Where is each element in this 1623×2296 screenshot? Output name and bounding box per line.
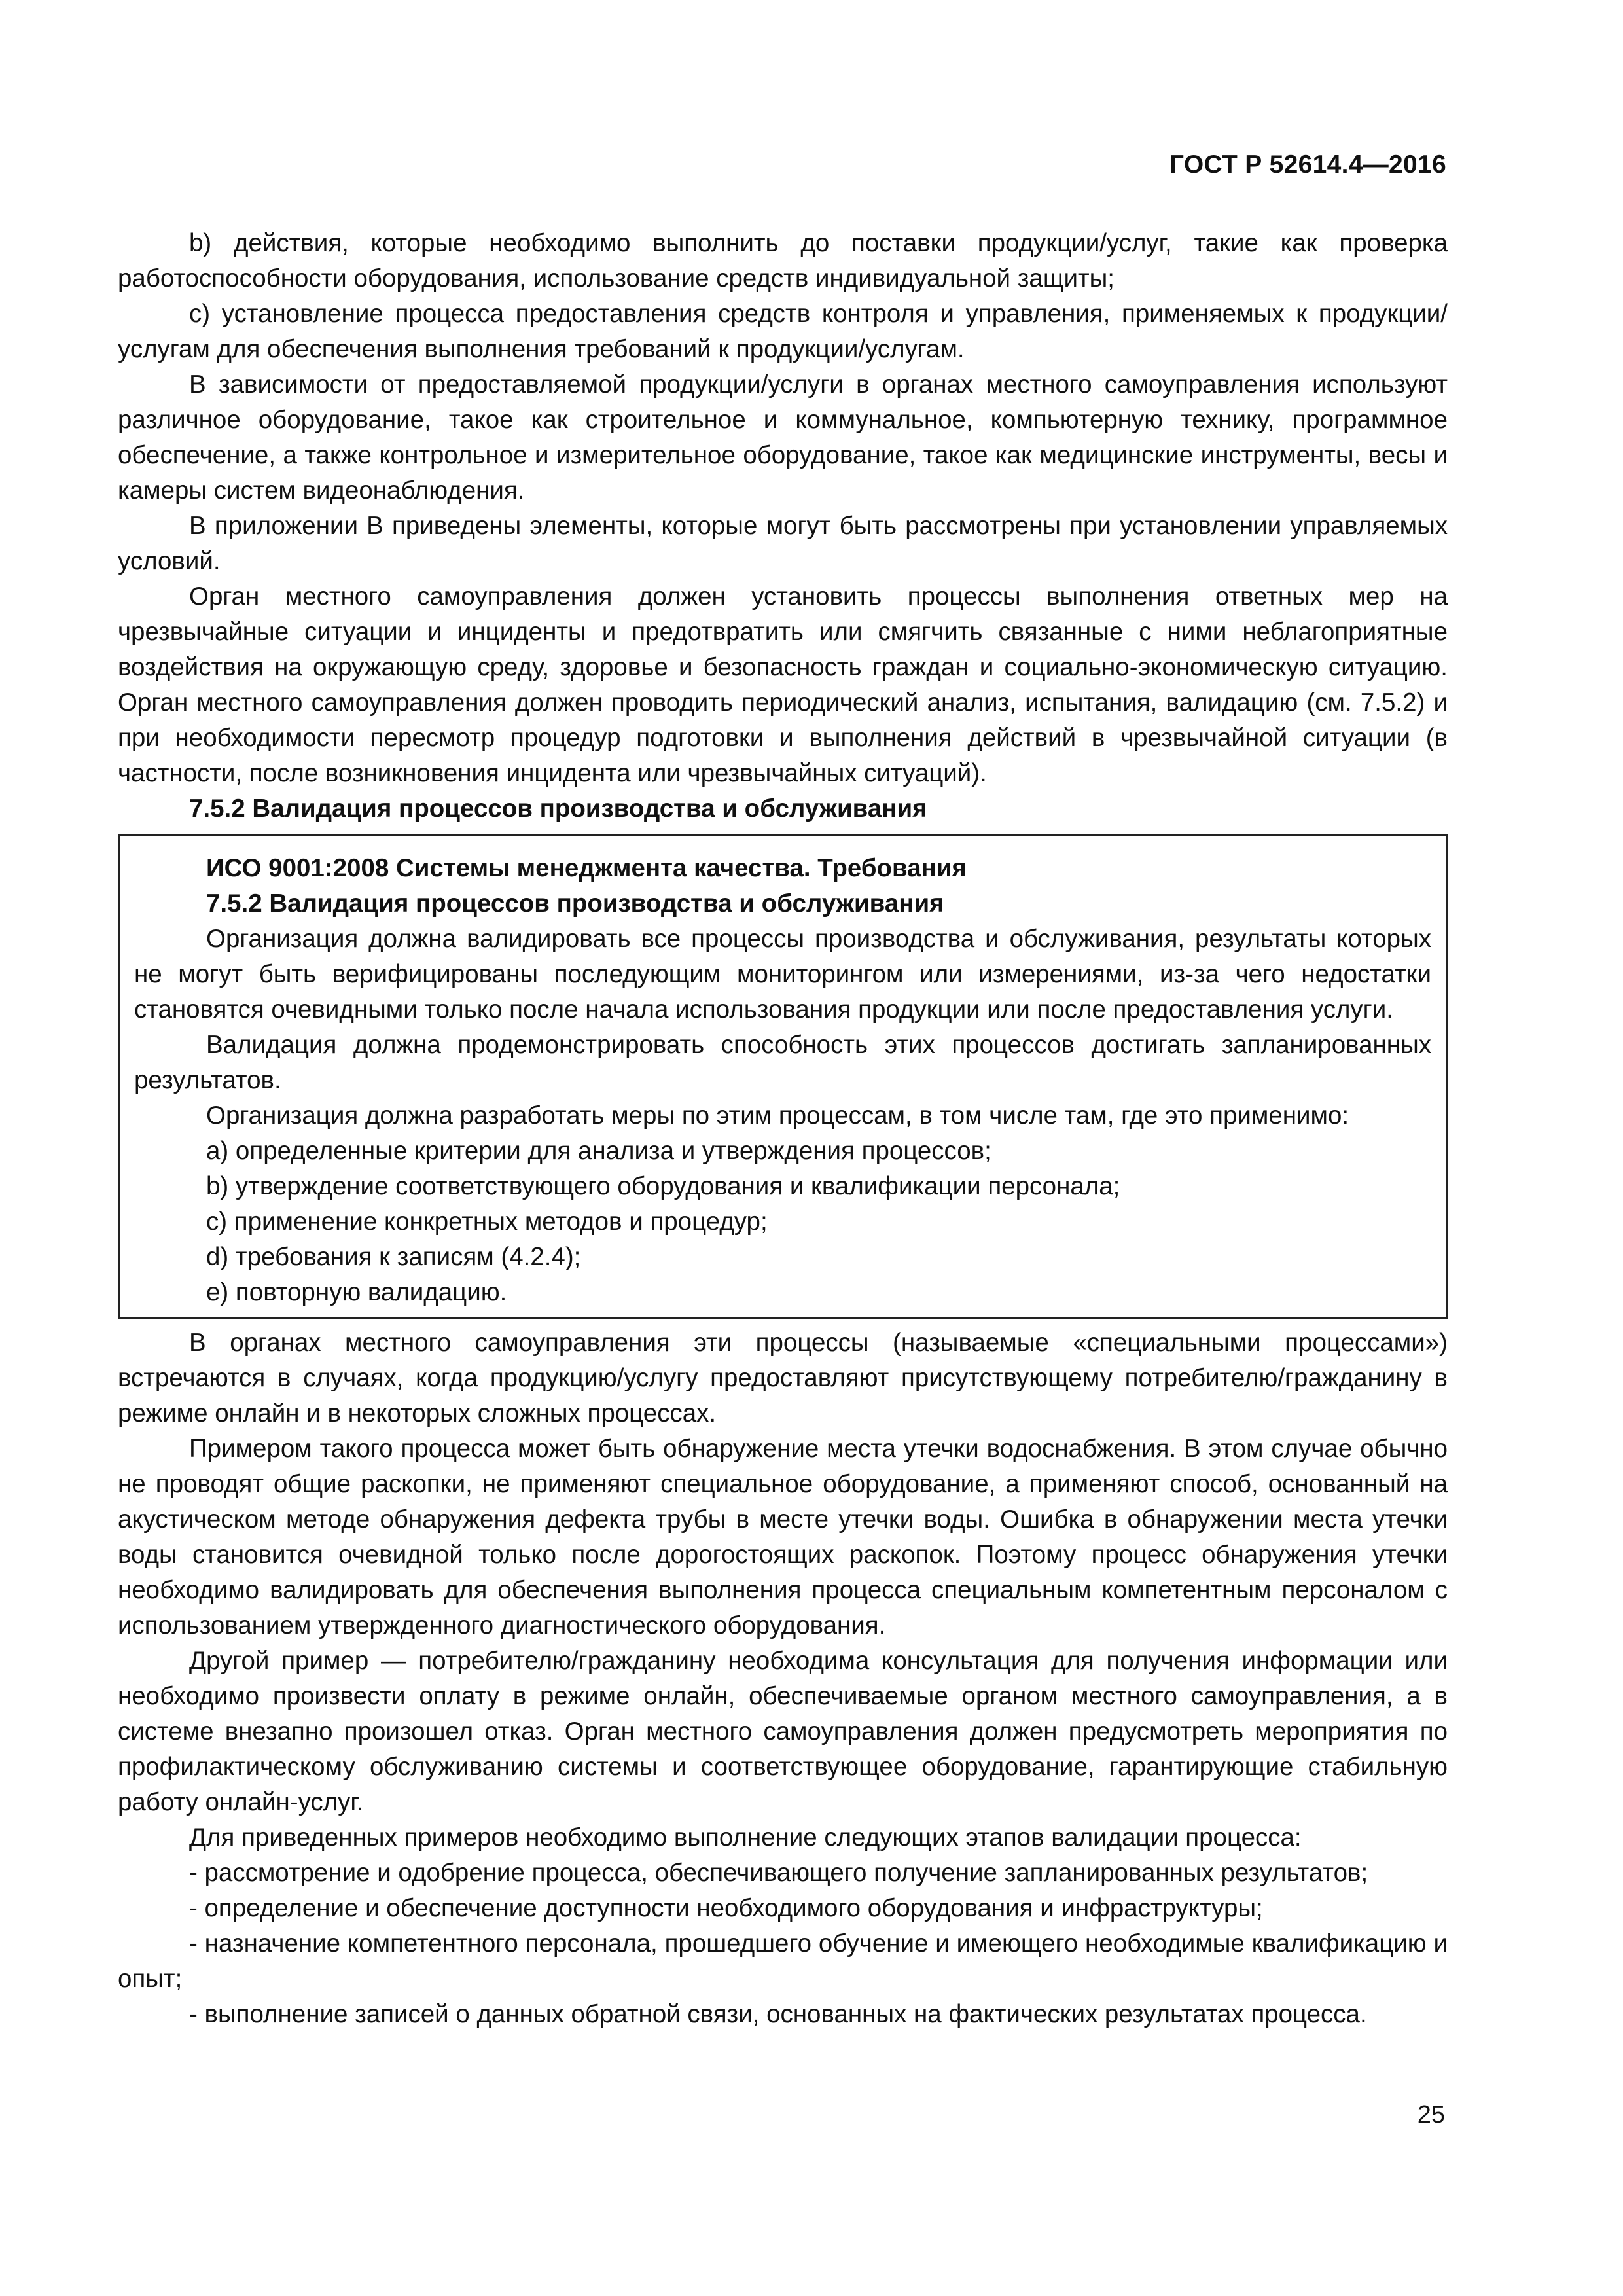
iso-box-list-item: b) утверждение соответствующего оборудования и квалификации персонала; <box>206 1172 1120 1200</box>
iso-box-list-item: а) определенные критерии для анализа и утверждения процессов; <box>206 1137 991 1165</box>
paragraph: b) действия, которые необходимо выполнить до поставки продукции/услуг, такие как проверка работоспособности оборудования, использование средств индивидуальной защиты; <box>118 229 1448 293</box>
paragraph: Для приведенных примеров необходимо выполнение следующих этапов валидации процесса: <box>189 1823 1302 1852</box>
paragraph: В зависимости от предоставляемой продукции/услуги в органах местного самоуправления используют различное оборудование, такое как строительное и коммунальное, компьютерную технику, программное обеспечение, а также контрольное и измерительное оборудование, такое как медицинские инструменты, весы и камеры систем видеонаблюдения. <box>118 370 1448 505</box>
section-heading: 7.5.2 Валидация процессов производства и обслуживания <box>189 795 927 823</box>
paragraph: с) установление процесса предоставления средств контроля и управления, применяемых к продукции/услугам для обеспечения выполнения требований к продукции/услугам. <box>118 300 1448 363</box>
iso-box-list-item: е) повторную валидацию. <box>206 1278 507 1306</box>
iso-box-list-item: с) применение конкретных методов и процедур; <box>206 1208 768 1236</box>
paragraph: Орган местного самоуправления должен установить процессы выполнения ответных мер на чрезвычайные ситуации и инциденты и предотвратить или смягчить связанные с ними неблагоприятные воздействия на окружающую среду, здоровье и безопасность граждан и социально-экономическую ситуацию. Орган местного самоуправления должен проводить периодический анализ, испытания, валидацию (см. 7.5.2) и при необходимости пересмотр процедур подготовки и выполнения действий в чрезвычайной ситуации (в частности, после возникновения инцидента или чрезвычайных ситуаций). <box>118 583 1448 787</box>
paragraph: Другой пример — потребителю/гражданину необходима консультация для получения информации или необходимо произвести оплату в режиме онлайн, обеспечиваемые органом местного самоуправления, а в системе внезапно произошел отказ. Орган местного самоуправления должен предусмотреть мероприятия по профилактическому обслуживанию системы и соответствующее оборудование, гарантирующие стабильную работу онлайн-услуг. <box>118 1647 1448 1816</box>
page-content <box>118 226 1448 2032</box>
dash-list-item: - выполнение записей о данных обратной связи, основанных на фактических результатах процесса. <box>189 2000 1367 2028</box>
iso-box-title: ИСО 9001:2008 Системы менеджмента качества. Требования <box>206 854 967 882</box>
dash-list-item: - определение и обеспечение доступности необходимого оборудования и инфраструктуры; <box>189 1894 1263 1922</box>
document-code-header: ГОСТ Р 52614.4—2016 <box>1169 151 1446 179</box>
iso-box-subtitle: 7.5.2 Валидация процессов производства и обслуживания <box>206 889 944 918</box>
iso-box-list-item: d) требования к записям (4.2.4); <box>206 1243 581 1271</box>
paragraph: В органах местного самоуправления эти процессы (называемые «специальными процессами») встречаются в случаях, когда продукцию/услугу предоставляют присутствующему потребителю/гражданину в режиме онлайн и в некоторых сложных процессах. <box>118 1329 1448 1427</box>
page-number: 25 <box>1417 2101 1445 2128</box>
paragraph: В приложении В приведены элементы, которые могут быть рассмотрены при установлении управляемых условий. <box>118 512 1448 575</box>
dash-list-item: - рассмотрение и одобрение процесса, обеспечивающего получение запланированных результатов; <box>189 1859 1368 1887</box>
paragraph: Примером такого процесса может быть обнаружение места утечки водоснабжения. В этом случае обычно не проводят общие раскопки, не применяют специальное оборудование, а применяют способ, основанный на акустическом методе обнаружения дефекта трубы в месте утечки воды. Ошибка в обнаружении места утечки воды становится очевидной только после дорогостоящих раскопок. Поэтому процесс обнаружения утечки необходимо валидировать для обеспечения выполнения процесса специальным компетентным персоналом с использованием утвержденного диагностического оборудования. <box>118 1435 1448 1640</box>
iso-box-paragraph: Организация должна валидировать все процессы производства и обслуживания, результаты которых не могут быть верифицированы последующим мониторингом или измерениями, из-за чего недостатки становятся очевидными только после начала использования продукции или после предоставления услуги. <box>134 925 1431 1024</box>
iso-quote-box <box>118 834 1448 1319</box>
iso-box-paragraph: Организация должна разработать меры по этим процессам, в том числе там, где это применимо: <box>206 1102 1349 1130</box>
iso-box-paragraph: Валидация должна продемонстрировать способность этих процессов достигать запланированных результатов. <box>134 1031 1431 1094</box>
dash-list-item: - назначение компетентного персонала, прошедшего обучение и имеющего необходимые квалификацию и опыт; <box>118 1929 1448 1993</box>
